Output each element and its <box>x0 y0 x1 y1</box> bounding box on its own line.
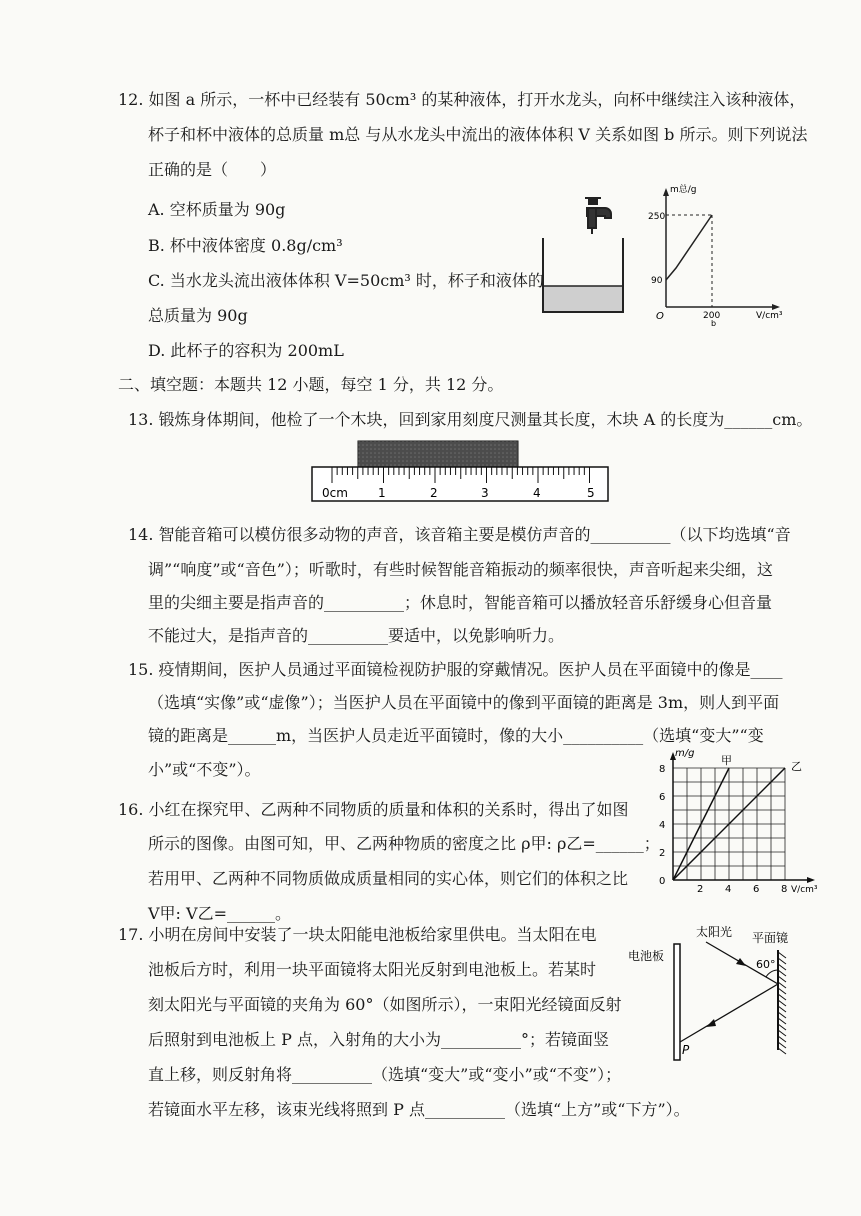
graph16-ytick-2: 2 <box>659 848 666 859</box>
q16-line-2: 所示的图像。由图可知，甲、乙两种物质的密度之比 ρ甲: ρ乙=______； <box>148 834 660 853</box>
q16-line-4: V甲: V乙=______。 <box>148 904 291 923</box>
graph-b-xtick-200: 200 <box>703 311 721 321</box>
mirror-hatch-line <box>778 1006 786 1012</box>
angle-label: 60° <box>756 958 776 971</box>
ruler-label-2: 2 <box>430 486 438 500</box>
q16-line-3: 若用甲、乙两种不同物质做成质量相同的实心体，则它们的体积之比 <box>148 869 629 888</box>
q12-option-a: A. 空杯质量为 90g <box>148 200 286 219</box>
graph16-xtick-4: 4 <box>725 884 732 895</box>
q12-line-2: 杯子和杯中液体的总质量 m总 与从水龙头中流出的液体体积 V 关系如图 b 所示。则下列说法 <box>148 125 808 144</box>
q17-line-2: 池板后方时，利用一块平面镜将太阳光反射到电池板上。若某时 <box>148 960 597 979</box>
q13-line-1: 13. 锻炼身体期间，他检了一个木块，回到家用刻度尺测量其长度，木块 A 的长度为______cm。 <box>128 410 813 429</box>
q15-line-3: 镜的距离是______m，当医护人员走近平面镜时，像的大小__________（选填“变大”“变 <box>148 726 764 745</box>
ruler-label-5: 5 <box>587 486 595 500</box>
graph16-ytick-4: 4 <box>659 820 666 831</box>
q17-line-4: 后照射到电池板上 P 点，入射角的大小为__________°；若镜面竖 <box>148 1030 609 1049</box>
mirror-hatch-line <box>778 1000 786 1006</box>
cup-icon <box>543 238 623 312</box>
solar-panel <box>674 944 680 1060</box>
mirror-hatch-line <box>778 958 786 964</box>
graph-b-caption: b <box>711 319 717 327</box>
ruler-label-0: 0cm <box>322 486 348 500</box>
graph-b-ytick-250: 250 <box>648 212 666 222</box>
mirror-hatch-line <box>778 976 786 982</box>
q12-figure-b-graph <box>648 182 788 327</box>
q14-line-3: 里的尖细主要是指声音的__________；休息时，智能音箱可以播放轻音乐舒缓身心但音量 <box>148 593 773 612</box>
q14-line-4: 不能过大，是指声音的__________要适中，以免影响听力。 <box>148 626 565 645</box>
reflected-ray <box>680 984 778 1042</box>
q12-option-d: D. 此杯子的容积为 200mL <box>148 341 344 360</box>
graph-b-xlabel: V/cm³ <box>756 311 783 321</box>
ruler-label-1: 1 <box>378 486 386 500</box>
mirror-hatch-line <box>778 982 786 988</box>
mirror-hatch-line <box>778 1030 786 1036</box>
graph-b-ytick-90: 90 <box>651 276 663 286</box>
q12-option-b: B. 杯中液体密度 0.8g/cm³ <box>148 236 343 255</box>
sun-label: 太阳光 <box>696 925 733 939</box>
mirror-hatch-line <box>778 970 786 976</box>
q15-line-4: 小”或“不变”）。 <box>148 760 261 779</box>
faucet-icon <box>585 198 611 234</box>
q14-line-1: 14. 智能音箱可以模仿很多动物的声音，该音箱主要是模仿声音的__________（以下均选填“音 <box>128 525 791 544</box>
q17-line-5: 直上移，则反射角将__________（选填“变大”或“变小”或“不变”）； <box>148 1065 622 1084</box>
graph16-ylabel: m/g <box>675 748 695 759</box>
q14-line-2: 调”“响度”或“音色”）；听歌时，有些时候智能音箱振动的频率很快，声音听起来尖细，这 <box>148 560 773 579</box>
mirror-hatch-line <box>778 952 786 958</box>
point-p-label: P <box>682 1043 690 1057</box>
graph16-ytick-0: 0 <box>659 876 666 887</box>
graph-b-ylabel: m总/g <box>670 185 697 195</box>
q15-line-1: 15. 疫情期间，医护人员通过平面镜检视防护服的穿戴情况。医护人员在平面镜中的像是____ <box>128 660 783 679</box>
mirror-hatch-line <box>778 1036 786 1042</box>
q17-reflection-diagram <box>628 920 818 1070</box>
graph16-series-jia: 甲 <box>721 754 732 767</box>
graph16-xlabel: V/cm³ <box>791 885 818 895</box>
mirror-hatch-line <box>778 1048 786 1054</box>
graph-b-origin: O <box>656 311 664 322</box>
section-2-heading: 二、填空题：本题共 12 小题，每空 1 分，共 12 分。 <box>118 375 504 394</box>
q12-option-c-line-2: 总质量为 90g <box>148 306 248 325</box>
q17-line-3: 刻太阳光与平面镜的夹角为 60°（如图所示），一束阳光经镜面反射 <box>148 995 622 1014</box>
q16-graph <box>645 748 825 896</box>
q16-line-1: 16. 小红在探究甲、乙两种不同物质的质量和体积的关系时，得出了如图 <box>118 800 629 819</box>
q15-line-2: （选填“实像”或“虚像”）；当医护人员在平面镜中的像到平面镜的距离是 3m，则人到平面 <box>148 693 780 712</box>
q12-line-1: 12. 如图 a 所示，一杯中已经装有 50cm³ 的某种液体，打开水龙头，向杯中继续注入该种液体， <box>118 90 806 109</box>
graph16-series-yi: 乙 <box>791 760 802 773</box>
mirror-hatch-line <box>778 1042 786 1048</box>
graph16-xtick-6: 6 <box>753 884 760 895</box>
q12-option-c-line-1: C. 当水龙头流出液体体积 V=50cm³ 时，杯子和液体的 <box>148 271 544 290</box>
q17-line-1: 17. 小明在房间中安装了一块太阳能电池板给家里供电。当太阳在电 <box>118 925 597 944</box>
q12-line-3: 正确的是（ ） <box>148 160 277 179</box>
panel-label: 电池板 <box>628 949 665 963</box>
graph16-xtick-8: 8 <box>781 884 788 895</box>
mirror-label: 平面镜 <box>752 931 789 945</box>
mirror-hatch-line <box>778 1018 786 1024</box>
q17-line-6: 若镜面水平左移，该束光线将照到 P 点__________（选填“上方”或“下方”）。 <box>148 1100 690 1119</box>
ruler-label-3: 3 <box>481 486 489 500</box>
q12-figure-a <box>535 190 635 320</box>
q13-ruler-figure <box>310 440 610 504</box>
mirror-hatch-line <box>778 994 786 1000</box>
mirror-hatch-line <box>778 1012 786 1018</box>
ruler-label-4: 4 <box>533 486 541 500</box>
graph16-ytick-8: 8 <box>659 764 666 775</box>
graph16-xtick-2: 2 <box>697 884 704 895</box>
graph16-ytick-6: 6 <box>659 792 666 803</box>
mirror-hatch-line <box>778 988 786 994</box>
mirror-hatch-line <box>778 1024 786 1030</box>
mirror-hatch-line <box>778 964 786 970</box>
